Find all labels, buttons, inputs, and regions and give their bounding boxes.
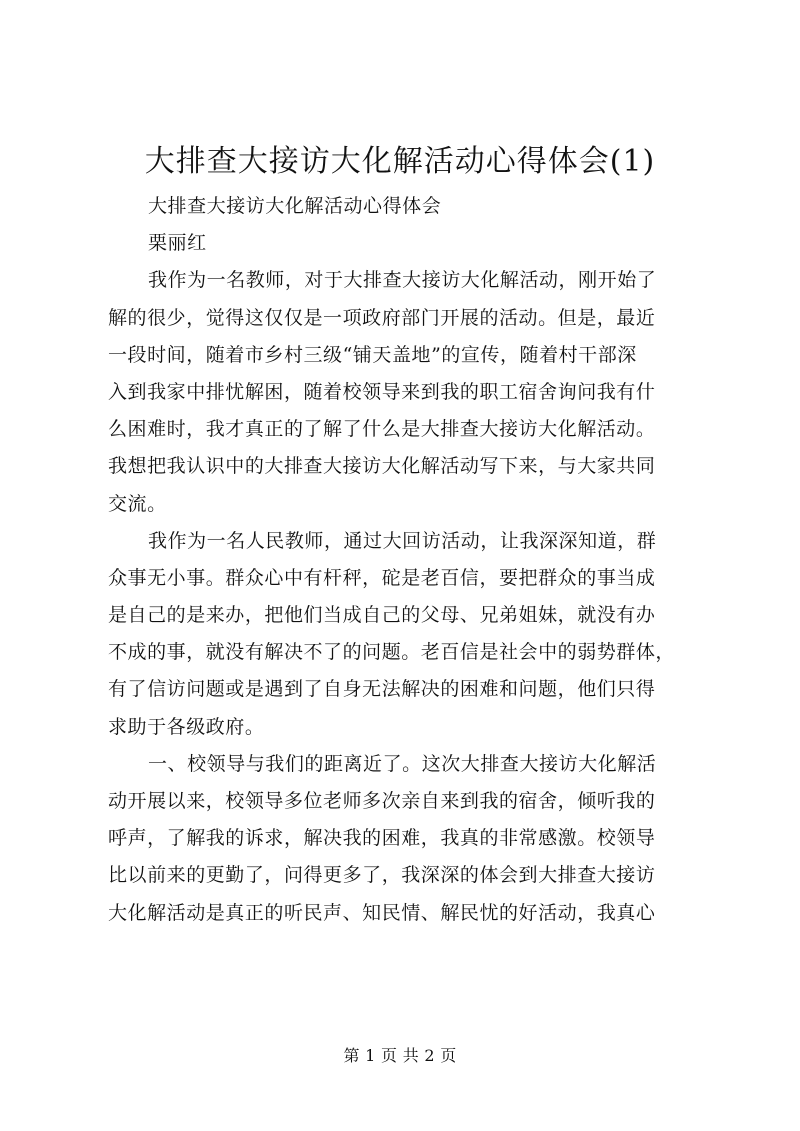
text-line: 交流。 <box>108 492 167 515</box>
text-line: 有了信访问题或是遇到了自身无法解决的困难和问题，他们只得 <box>108 678 656 701</box>
text-line: 解的很少，觉得这仅仅是一项政府部门开展的活动。但是，最近 <box>108 306 656 329</box>
text-line: 大化解活动是真正的听民声、知民情、解民忧的好活动，我真心 <box>108 901 656 924</box>
text-line: 是自己的是来办，把他们当成自己的父母、兄弟姐妹，就没有办 <box>108 604 656 627</box>
text-line: 动开展以来，校领导多位老师多次亲自来到我的宿舍，倾听我的 <box>108 790 656 812</box>
text-line: 呼声，了解我的诉求，解决我的困难，我真的非常感激。校领导 <box>108 827 656 850</box>
paragraph-3 <box>108 746 708 932</box>
page-footer: 第 1 页 共 2 页 <box>343 1046 457 1065</box>
text-line: 么困难时，我才真正的了解了什么是大排查大接访大化解活动。 <box>108 418 656 441</box>
text-line: 不成的事，就没有解决不了的问题。老百信是社会中的弱势群体， <box>108 641 675 664</box>
author-name: 栗丽红 <box>148 232 207 255</box>
text-line: 我想把我认识中的大排查大接访大化解活动写下来，与大家共同 <box>108 455 656 478</box>
document-title: 大排查大接访大化解活动心得体会(1) <box>144 144 656 179</box>
text-line: 求助于各级政府。 <box>108 715 265 738</box>
text-line: 一、校领导与我们的距离近了。这次大排查大接访大化解活 <box>148 752 657 775</box>
document-body <box>108 188 708 932</box>
text-line: 我作为一名教师，对于大排查大接访大化解活动，刚开始了 <box>148 269 657 292</box>
document-subtitle: 大排查大接访大化解活动心得体会 <box>148 195 442 217</box>
paragraph-2 <box>108 523 708 746</box>
paragraph-1 <box>108 262 708 522</box>
text-line: 一段时间，随着市乡村三级“铺天盖地”的宣传，随着村干部深 <box>108 343 637 366</box>
text-line: 我作为一名人民教师，通过大回访活动，让我深深知道，群 <box>148 529 657 552</box>
text-line: 比以前来的更勤了，问得更多了，我深深的体会到大排查大接访 <box>108 864 656 887</box>
text-line: 入到我家中排忧解困，随着校领导来到我的职工宿舍询问我有什 <box>108 380 656 403</box>
text-line: 众事无小事。群众心中有杆秤，砣是老百信，要把群众的事当成 <box>108 566 656 589</box>
